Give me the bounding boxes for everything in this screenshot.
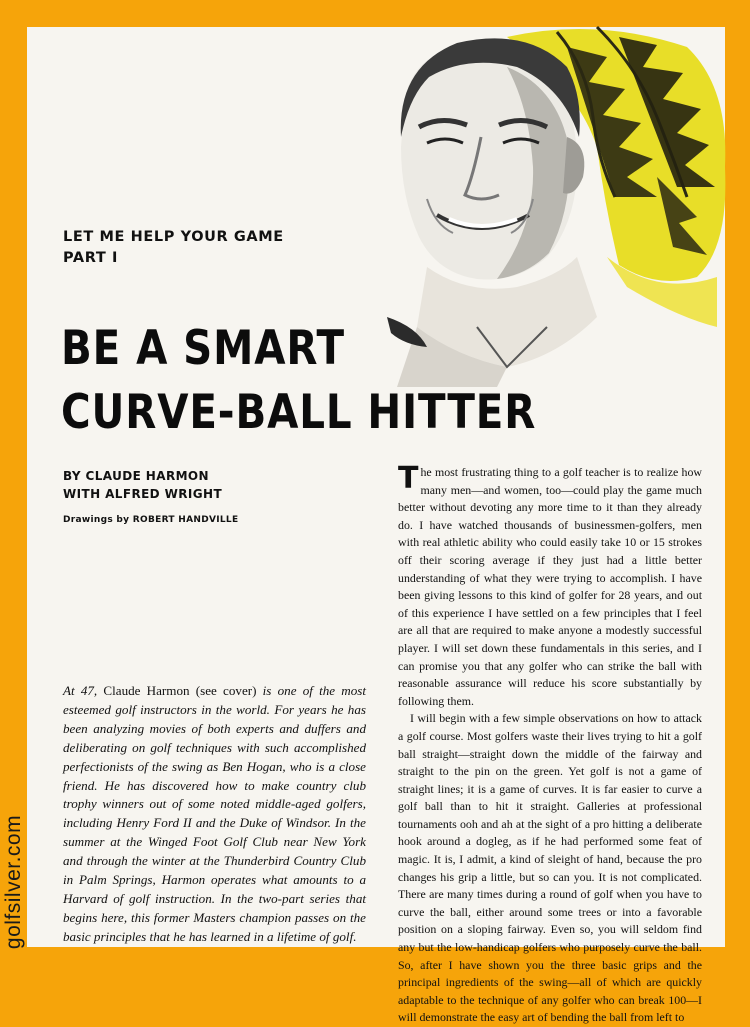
article-body	[398, 461, 702, 1027]
watermark-text: golfsilver.com	[2, 814, 25, 950]
kicker-line-1: LET ME HELP YOUR GAME	[63, 229, 284, 245]
headline-line-1: BE A SMART	[61, 321, 345, 376]
article-headline	[61, 317, 536, 445]
watermark	[0, 790, 27, 974]
intro-name: Claude Harmon	[103, 683, 190, 698]
intro-text-start: At 47,	[63, 683, 104, 698]
illustration-credit	[63, 515, 238, 525]
series-kicker	[63, 227, 284, 269]
body-paragraph-1	[398, 461, 702, 710]
drop-cap: T	[398, 461, 419, 496]
byline-author: BY CLAUDE HARMON	[63, 469, 209, 483]
credit-prefix: Drawings by	[63, 515, 130, 525]
body-paragraph-1-text: he most frustrating thing to a golf teacher is to realize how many men—and women, too—could play the game much better without devoting any more time to it than they already do. I have watched thousands of businessmen-golfers, men with real athletic ability who could easily take 10 or 15 strokes off their scoring average if they just had a little better understanding of what they were trying to accomplish. I have been giving lessons to this kind of golfer for 28 years, and out of this experience I have settled on a few principles that I feel are all that are required to make anyone a modestly successful player. I will set down these fundamentals in this series, and I can promise you that any golfer who can strike the ball with reasonable assurance will reduce his score substantially by following them.	[398, 465, 702, 708]
intro-paragraph	[63, 682, 366, 947]
intro-cover-note: (see cover)	[189, 683, 263, 698]
headline-line-2: CURVE-BALL HITTER	[61, 385, 537, 440]
body-paragraph-2: I will begin with a few simple observations on how to attack a golf course. Most golfers waste their lives trying to hit a golf ball straight—straight down the middle of the fairway and straight to the pin on the green. Yet golf is not a game of straight lines; it is a game of curves. It is far easier to curve a golf ball than to hit it straight. Galleries at professional tournaments ooh and ah at the sight of a pro hitting a deliberate hook around a dogleg, as if he had performed some feat of magic. It is, I admit, a kind of sleight of hand, because the pro changes his grip a little, but so can you. It is not complicated. There are many times during a round of golf when you have to curve the ball, either around some trees or into a favorable position on a sloping fairway. Even so, you will seldom find any but the low-handicap golfers who purposely curve the ball. So, after I have shown you the three basic grips and the principal ingredients of the swing—all of which are quickly adaptable to the technique of any golfer who can break 100—I will demonstrate the easy art of bending the ball from left to	[398, 711, 702, 1025]
byline	[63, 467, 222, 503]
kicker-line-2: PART I	[63, 250, 118, 266]
credit-artist: ROBERT HANDVILLE	[132, 515, 239, 525]
intro-text-rest: is one of the most esteemed golf instructors in the world. For years he has been analyzing movies of both experts and duffers and deliberating on golf techniques with such accomplished perfectionists of the swing as Ben Hogan, who is a close friend. He has discovered how to make country club trophy winners out of some noted middle-aged golfers, including Henry Ford II and the Duke of Windsor. In the summer at the Winged Foot Golf Club near New York and through the winter at the Thunderbird Country Club in Palm Springs, Harmon operates what amounts to a Harvard of golf instruction. In the two-part series that begins here, this former Masters champion passes on the basic principles that he has learned in a lifetime of golf.	[63, 683, 366, 944]
byline-coauthor: WITH ALFRED WRIGHT	[63, 487, 223, 501]
magazine-page	[27, 27, 725, 1025]
